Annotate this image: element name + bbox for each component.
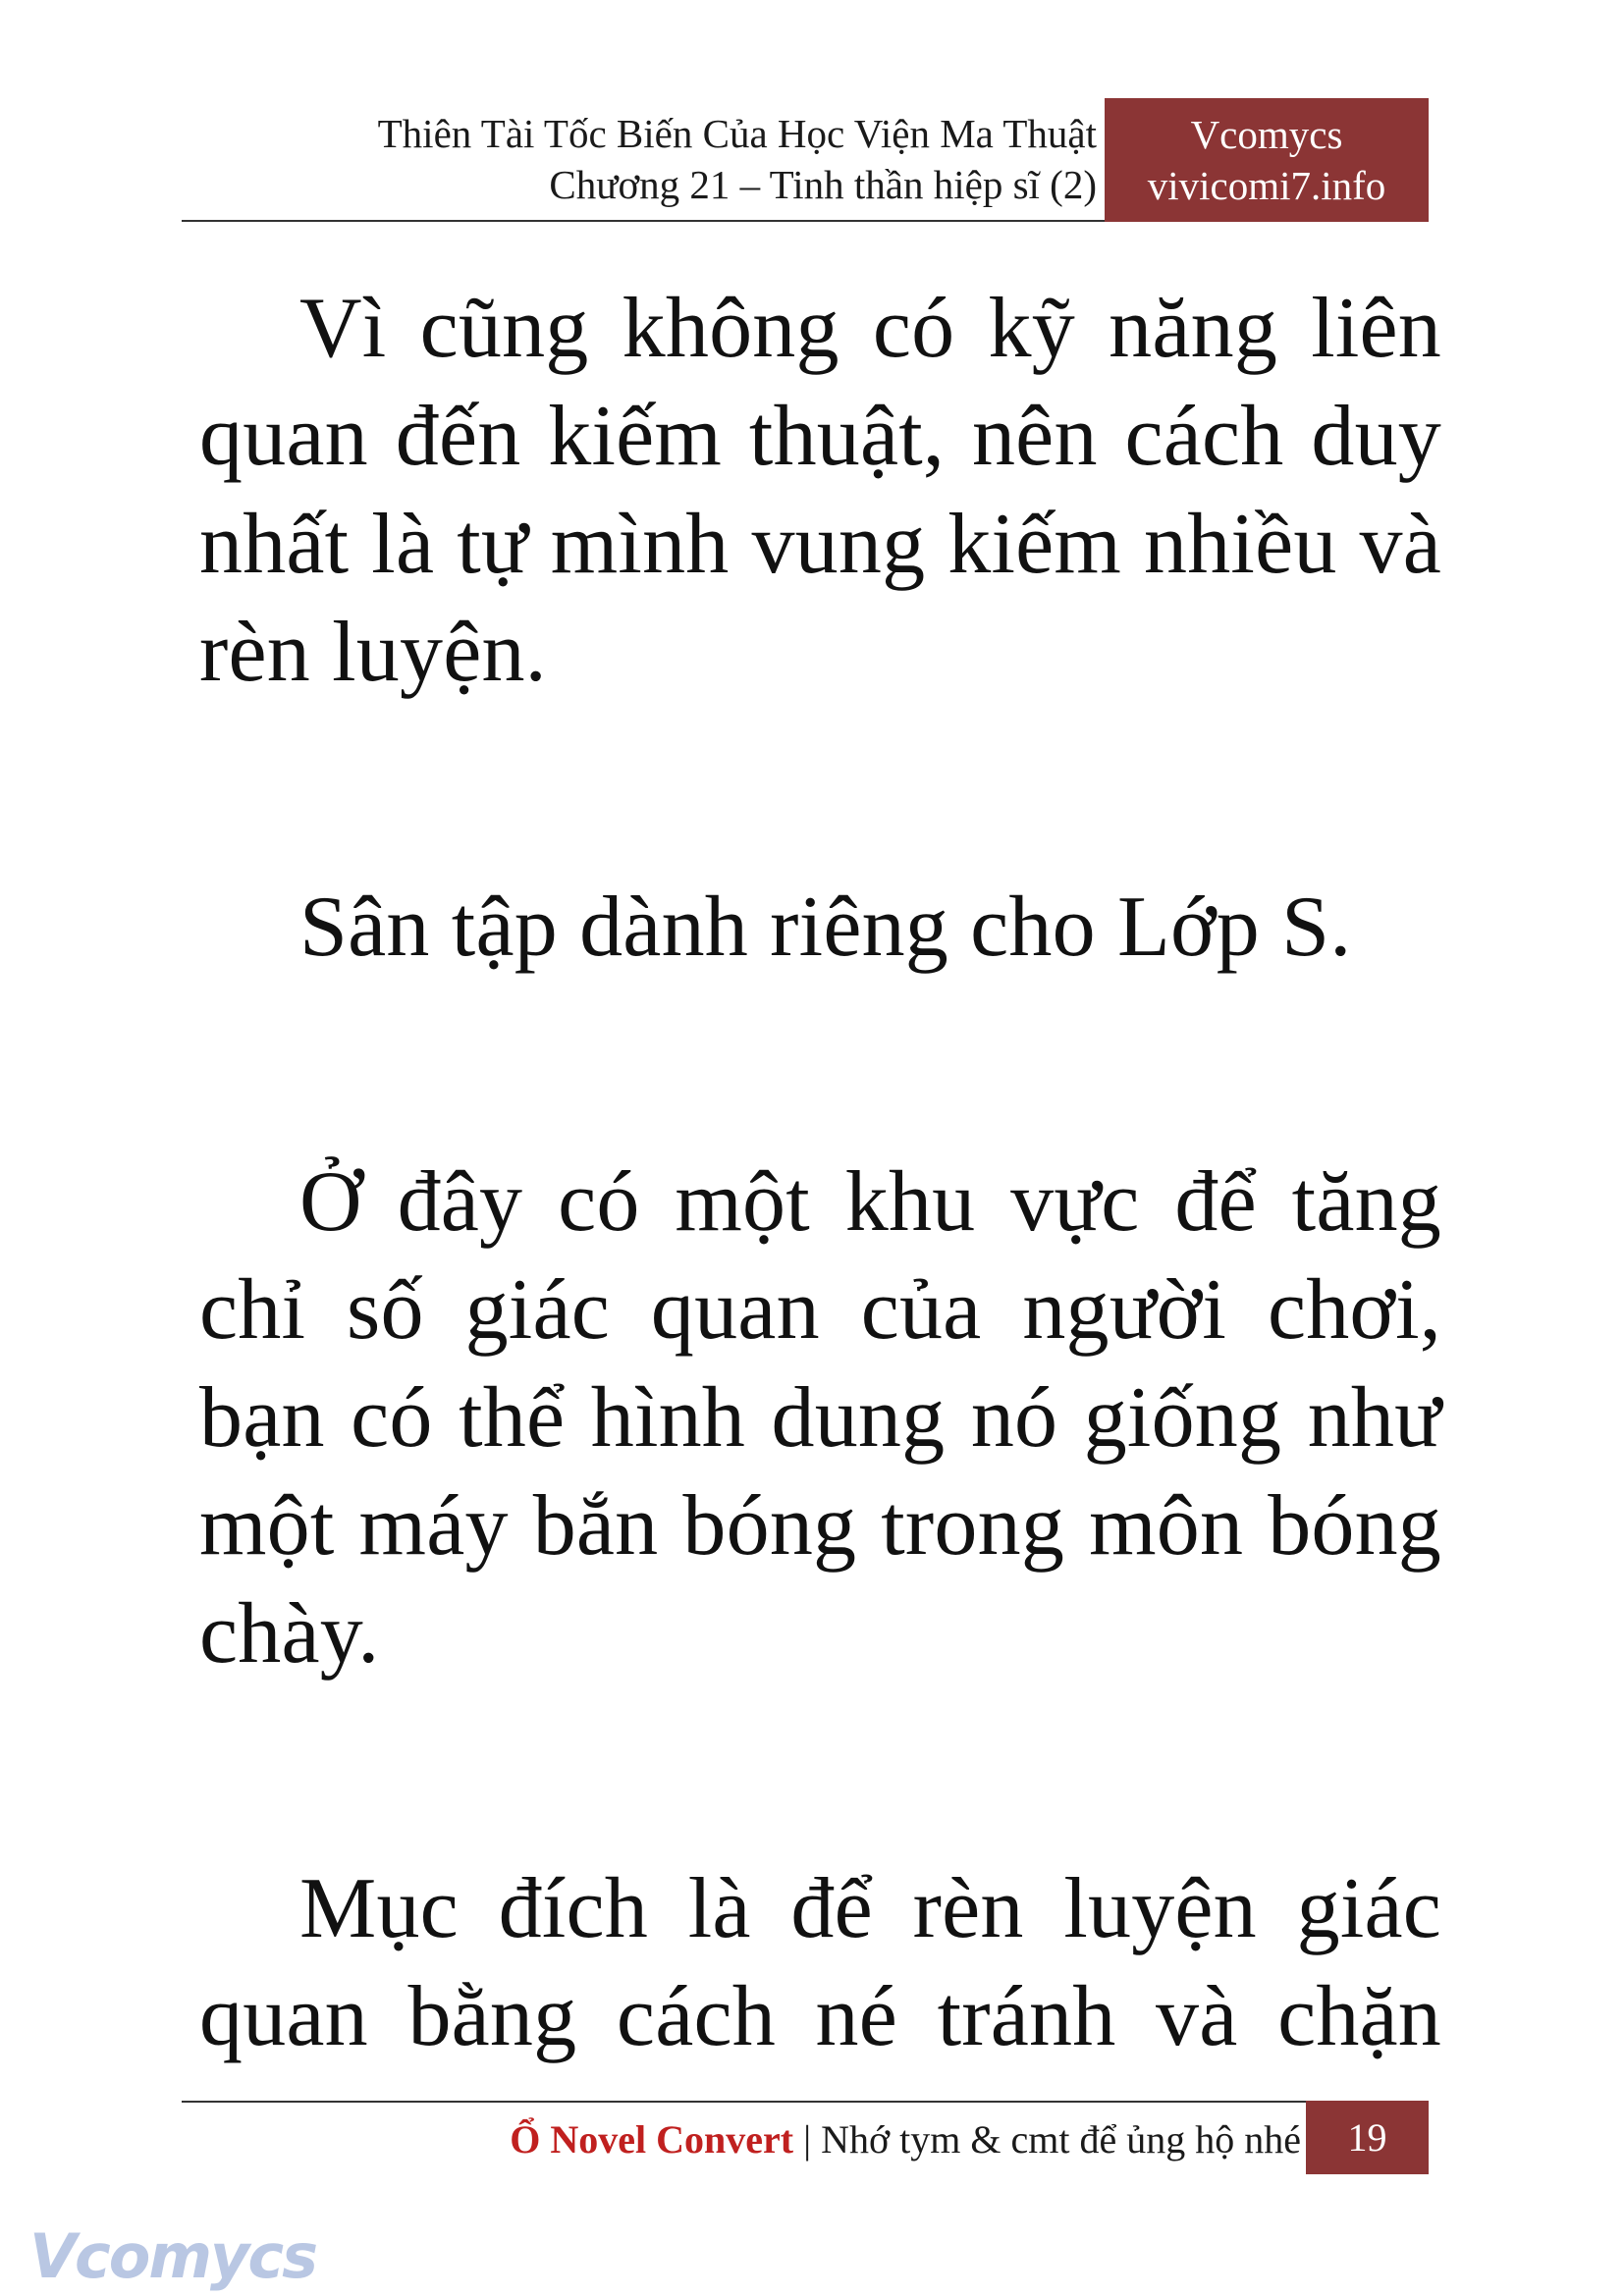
page-header — [182, 98, 1429, 222]
watermark-logo: Vcomycs — [29, 2220, 317, 2292]
footer-separator: | — [803, 2117, 812, 2162]
footer-message — [510, 2114, 1301, 2165]
footer-brand: Ổ Novel Convert — [510, 2117, 794, 2162]
site-url: vivicomi7.info — [1147, 163, 1386, 208]
footer-divider — [182, 2101, 1429, 2103]
paragraph: Mục đích là để rèn luyện giác quan bằng cách né tránh và chặn — [199, 1861, 1441, 2064]
footer-note: Nhớ tym & cmt để ủng hộ nhé — [821, 2117, 1301, 2162]
site-name: Vcomycs — [1190, 112, 1343, 157]
site-badge — [1105, 98, 1429, 222]
paragraph: Ở đây có một khu vực để tăng chỉ số giác quan của người chơi, bạn có thể hình dung nó giống như một máy bắn bóng trong môn bóng chày. — [199, 1154, 1441, 1682]
paragraph: Sân tập dành riêng cho Lớp S. — [299, 880, 1352, 975]
page-footer — [182, 2101, 1429, 2174]
page-number: 19 — [1306, 2101, 1429, 2174]
chapter-title: Chương 21 – Tinh thần hiệp sĩ (2) — [549, 162, 1097, 207]
header-titles — [378, 108, 1097, 210]
chapter-text — [199, 275, 1441, 2071]
book-title: Thiên Tài Tốc Biến Của Học Viện Ma Thuật — [377, 111, 1097, 156]
header-divider — [182, 220, 1105, 222]
paragraph: Vì cũng không có kỹ năng liên quan đến kiếm thuật, nên cách duy nhất là tự mình vung kiếm nhiều và rèn luyện. — [199, 281, 1441, 700]
